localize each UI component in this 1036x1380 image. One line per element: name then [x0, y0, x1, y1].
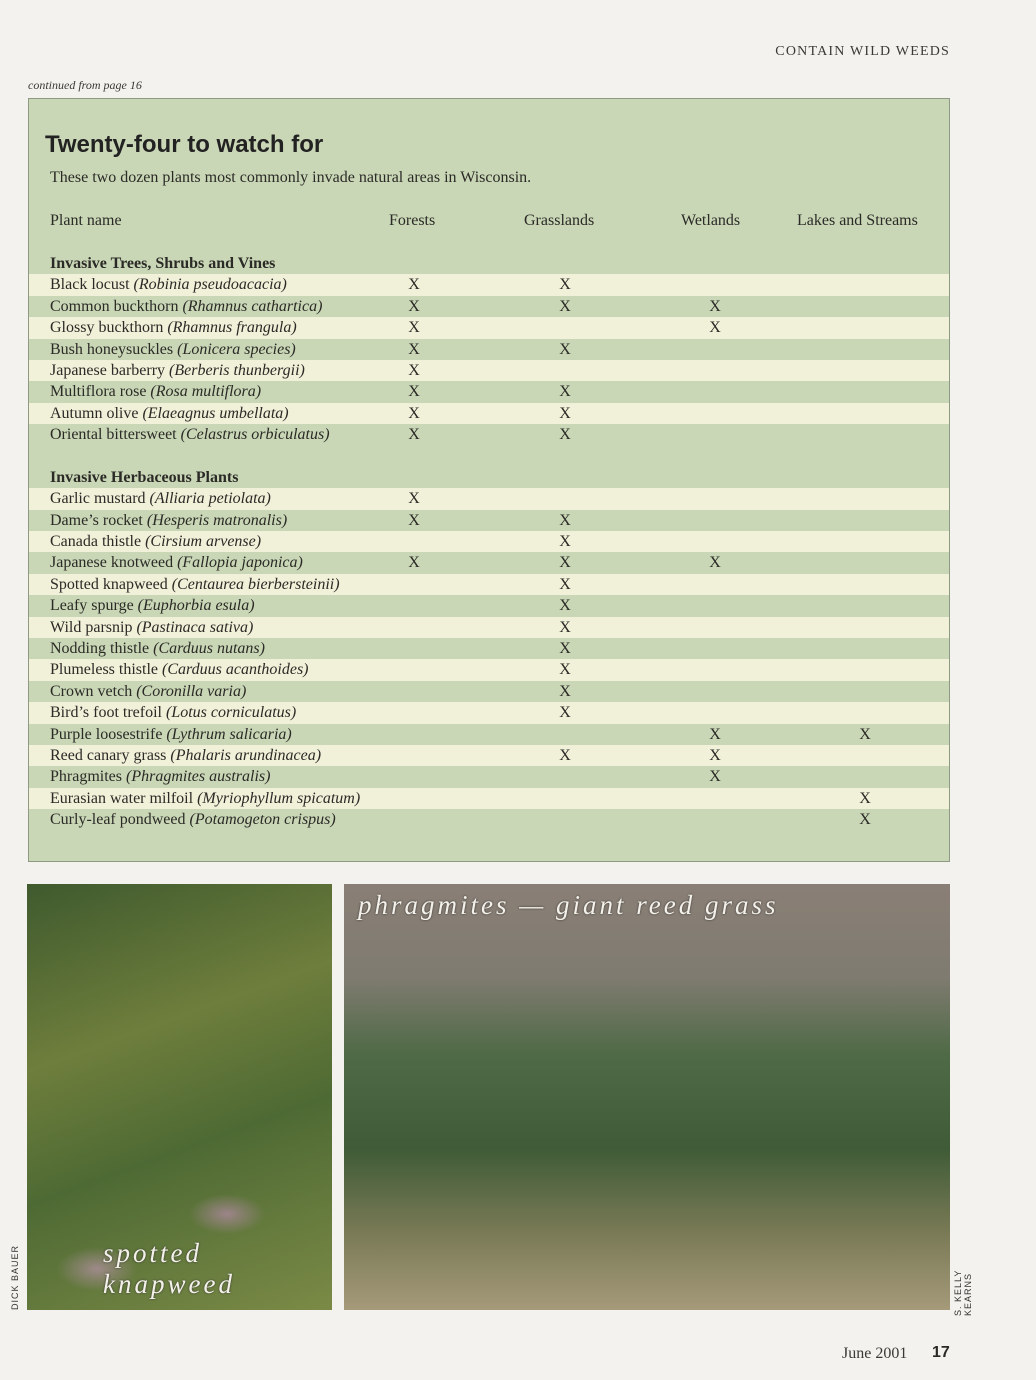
plant-name [50, 638, 265, 659]
plant-common-name: Canada thistle [50, 533, 142, 551]
table-row [29, 510, 950, 531]
plant-name [50, 274, 287, 295]
mark-forests: X [408, 340, 420, 358]
group-heading [29, 467, 950, 488]
column-header-forests: Forests [389, 212, 436, 229]
panel-title: Twenty-four to watch for [45, 131, 324, 158]
plant-common-name: Leafy spurge [50, 597, 134, 615]
group-spacer [29, 446, 950, 467]
plant-common-name: Autumn olive [50, 404, 139, 422]
plant-name [50, 809, 336, 830]
spotted-knapweed-photo [27, 884, 332, 1310]
plant-latin-name: (Lonicera species) [177, 340, 296, 358]
panel-subtitle: These two dozen plants most commonly invade natural areas in Wisconsin. [50, 169, 532, 186]
plant-latin-name: (Coronilla varia) [136, 682, 247, 700]
plant-common-name: Crown vetch [50, 682, 133, 700]
group-heading-label: Invasive Herbaceous Plants [50, 468, 239, 486]
column-header-plant-name: Plant name [50, 212, 122, 229]
plant-latin-name: (Euphorbia esula) [137, 597, 255, 615]
mark-grasslands: X [559, 618, 571, 636]
plant-name [50, 766, 270, 787]
mark-forests: X [408, 297, 420, 315]
plant-name [50, 595, 255, 616]
plant-latin-name: (Celastrus orbiculatus) [180, 426, 330, 444]
table-row [29, 552, 950, 573]
plant-latin-name: (Fallopia japonica) [177, 554, 303, 572]
plant-latin-name: (Elaeagnus umbellata) [142, 404, 289, 422]
group-heading-label: Invasive Trees, Shrubs and Vines [50, 255, 276, 272]
plant-name [50, 681, 246, 702]
table-row [29, 809, 950, 830]
plant-common-name: Eurasian water milfoil [50, 789, 194, 807]
plant-common-name: Japanese barberry [50, 361, 166, 379]
plant-latin-name: (Rhamnus frangula) [167, 319, 297, 337]
plant-name [50, 339, 296, 360]
mark-grasslands: X [559, 640, 571, 658]
photo-credit-right: S. KELLY KEARNS [953, 1269, 973, 1316]
plant-rows [29, 253, 950, 831]
mark-forests: X [408, 511, 420, 529]
table-row [29, 638, 950, 659]
continued-note: continued from page 16 [28, 78, 142, 92]
plant-common-name: Curly-leaf pondweed [50, 811, 186, 829]
table-row [29, 681, 950, 702]
plant-latin-name: (Pastinaca sativa) [136, 618, 254, 636]
plant-latin-name: (Berberis thunbergii) [169, 361, 305, 379]
table-row [29, 274, 950, 295]
running-head: CONTAIN WILD WEEDS [775, 44, 950, 59]
page-number: 17 [932, 1344, 950, 1361]
mark-grasslands: X [559, 597, 571, 615]
plant-name [50, 317, 297, 338]
column-header-lakes-and-streams: Lakes and Streams [797, 212, 918, 229]
mark-wetlands: X [709, 554, 721, 572]
mark-grasslands: X [559, 661, 571, 679]
mark-grasslands: X [559, 426, 571, 444]
mark-grasslands: X [559, 297, 571, 315]
mark-grasslands: X [559, 276, 571, 294]
plant-common-name: Black locust [50, 276, 130, 294]
plant-common-name: Glossy buckthorn [50, 319, 164, 337]
mark-grasslands: X [559, 746, 571, 764]
mark-wetlands: X [709, 725, 721, 743]
plant-common-name: Purple loosestrife [50, 725, 163, 743]
plant-latin-name: (Potamogeton crispus) [189, 811, 336, 829]
plant-latin-name: (Cirsium arvense) [145, 533, 262, 551]
table-row [29, 766, 950, 787]
plant-common-name: Reed canary grass [50, 746, 167, 764]
plant-latin-name: (Phalaris arundinacea) [170, 746, 322, 764]
mark-grasslands: X [559, 682, 571, 700]
mark-forests: X [408, 404, 420, 422]
mark-grasslands: X [559, 511, 571, 529]
mark-forests: X [408, 554, 420, 572]
table-row [29, 659, 950, 680]
mark-lakes-and-streams: X [859, 789, 871, 807]
table-row [29, 617, 950, 638]
mark-grasslands: X [559, 554, 571, 572]
mark-wetlands: X [709, 746, 721, 764]
table-row [29, 403, 950, 424]
mark-forests: X [408, 276, 420, 294]
mark-grasslands: X [559, 704, 571, 722]
mark-lakes-and-streams: X [859, 725, 871, 743]
table-row [29, 531, 950, 552]
plant-name [50, 424, 330, 445]
plant-latin-name: (Rhamnus cathartica) [182, 297, 323, 315]
plant-name [50, 403, 289, 424]
mark-forests: X [408, 490, 420, 508]
plant-latin-name: (Lythrum salicaria) [166, 725, 292, 743]
mark-grasslands: X [559, 404, 571, 422]
plant-name [50, 552, 303, 573]
table-row [29, 339, 950, 360]
mark-forests: X [408, 383, 420, 401]
mark-forests: X [408, 426, 420, 444]
plant-common-name: Nodding thistle [50, 640, 150, 658]
plant-common-name: Bush honeysuckles [50, 340, 174, 358]
mark-grasslands: X [559, 575, 571, 593]
plant-name [50, 724, 292, 745]
plant-name [50, 788, 360, 809]
plant-name [50, 381, 261, 402]
mark-wetlands: X [709, 768, 721, 786]
mark-wetlands: X [709, 297, 721, 315]
phragmites-caption: phragmites — giant reed grass [358, 890, 779, 920]
plant-common-name: Plumeless thistle [50, 661, 158, 679]
mark-forests: X [408, 319, 420, 337]
plant-latin-name: (Centaurea bierbersteinii) [171, 575, 340, 593]
mark-forests: X [408, 361, 420, 379]
group-heading [29, 253, 950, 274]
plant-common-name: Garlic mustard [50, 490, 146, 508]
plant-latin-name: (Rosa multiflora) [150, 383, 262, 401]
table-row [29, 317, 950, 338]
table-row [29, 381, 950, 402]
phragmites-photo [344, 884, 950, 1310]
plant-name [50, 360, 305, 381]
plant-name [50, 574, 340, 595]
table-row [29, 574, 950, 595]
plant-common-name: Common buckthorn [50, 297, 179, 315]
mark-grasslands: X [559, 533, 571, 551]
plant-common-name: Phragmites [50, 768, 122, 786]
plant-latin-name: (Robinia pseudoacacia) [133, 276, 287, 294]
table-row [29, 788, 950, 809]
plant-common-name: Dame’s rocket [50, 511, 143, 529]
spotted-knapweed-caption: spotted knapweed [103, 1238, 235, 1299]
plant-name [50, 488, 271, 509]
plant-latin-name: (Phragmites australis) [126, 768, 271, 786]
table-row [29, 745, 950, 766]
plant-common-name: Wild parsnip [50, 618, 133, 636]
table-row [29, 595, 950, 616]
plant-name [50, 745, 321, 766]
plant-common-name: Multiflora rose [50, 383, 147, 401]
plant-table-panel [28, 98, 950, 862]
plant-name [50, 659, 309, 680]
plant-latin-name: (Myriophyllum spicatum) [197, 789, 361, 807]
table-row [29, 702, 950, 723]
table-row [29, 724, 950, 745]
plant-common-name: Japanese knotweed [50, 554, 174, 572]
plant-latin-name: (Hesperis matronalis) [146, 511, 288, 529]
plant-name [50, 617, 253, 638]
mark-grasslands: X [559, 340, 571, 358]
plant-common-name: Bird’s foot trefoil [50, 704, 162, 722]
mark-lakes-and-streams: X [859, 811, 871, 829]
plant-name [50, 702, 296, 723]
table-row [29, 296, 950, 317]
mark-grasslands: X [559, 383, 571, 401]
issue-date: June 2001 [842, 1345, 908, 1362]
plant-common-name: Oriental bittersweet [50, 426, 177, 444]
table-row [29, 424, 950, 445]
plant-name [50, 531, 261, 552]
plant-name [50, 510, 287, 531]
plant-latin-name: (Alliaria petiolata) [149, 490, 271, 508]
column-header-wetlands: Wetlands [681, 212, 741, 229]
table-row [29, 488, 950, 509]
column-header-grasslands: Grasslands [524, 212, 595, 229]
photo-credit-left: DICK BAUER [10, 1244, 20, 1310]
plant-latin-name: (Carduus nutans) [153, 640, 265, 658]
table-row [29, 360, 950, 381]
plant-latin-name: (Lotus corniculatus) [165, 704, 297, 722]
plant-name [50, 296, 322, 317]
plant-latin-name: (Carduus acanthoides) [162, 661, 309, 679]
plant-common-name: Spotted knapweed [50, 575, 168, 593]
mark-wetlands: X [709, 319, 721, 337]
